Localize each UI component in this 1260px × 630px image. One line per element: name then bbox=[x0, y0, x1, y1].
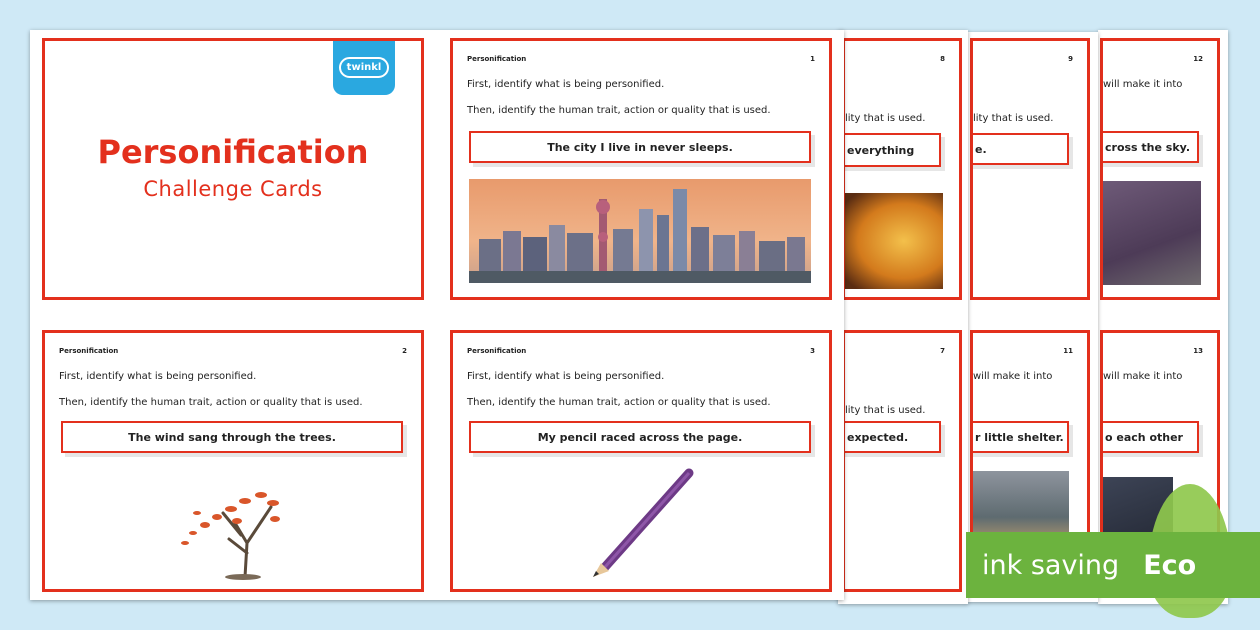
card-instruction: will make it into bbox=[1103, 371, 1183, 382]
city-skyline-image bbox=[469, 179, 811, 283]
cover-card bbox=[42, 38, 424, 300]
card-image-fire bbox=[845, 193, 943, 289]
card-sentence: expected. bbox=[842, 421, 941, 453]
card-instruction: will make it into bbox=[973, 371, 1053, 382]
back-page-2 bbox=[966, 32, 1098, 602]
cover-subtitle: Challenge Cards bbox=[143, 177, 323, 201]
card-number: 1 bbox=[810, 55, 815, 63]
badge-eco-label: Eco bbox=[1143, 549, 1197, 581]
card-12 bbox=[1100, 38, 1220, 300]
card-7 bbox=[842, 330, 962, 592]
card-instruction: lity that is used. bbox=[845, 405, 926, 416]
logo-text: twinkl bbox=[339, 57, 390, 78]
card-number: 8 bbox=[940, 55, 945, 63]
card-number: 9 bbox=[1068, 55, 1073, 63]
badge-text: ink saving bbox=[982, 549, 1120, 581]
card-sentence: cross the sky. bbox=[1100, 131, 1199, 163]
card-number: 2 bbox=[402, 347, 407, 355]
card-label: Personification bbox=[467, 55, 527, 63]
card-label: Personification bbox=[467, 347, 527, 355]
front-page bbox=[30, 30, 844, 600]
card-sentence: everything bbox=[842, 133, 941, 167]
card-image-shelter bbox=[973, 471, 1069, 537]
card-2 bbox=[42, 330, 424, 592]
instruction-line-2: Then, identify the human trait, action or quality that is used. bbox=[467, 105, 771, 116]
card-header bbox=[59, 347, 407, 355]
card-header bbox=[467, 55, 815, 63]
card-9 bbox=[970, 38, 1090, 300]
card-sentence: r little shelter. bbox=[970, 421, 1069, 453]
card-sentence: The city I live in never sleeps. bbox=[469, 131, 811, 163]
card-instruction: will make it into bbox=[1103, 79, 1183, 90]
back-page-1 bbox=[838, 30, 968, 604]
card-instruction: lity that is used. bbox=[845, 113, 926, 124]
pencil-image bbox=[583, 465, 703, 581]
twinkl-logo bbox=[333, 39, 395, 95]
card-number: 11 bbox=[1063, 347, 1073, 355]
instruction-line-2: Then, identify the human trait, action or quality that is used. bbox=[59, 397, 363, 408]
card-number: 3 bbox=[810, 347, 815, 355]
instruction-line-1: First, identify what is being personified. bbox=[467, 371, 665, 382]
card-instruction: lity that is used. bbox=[973, 113, 1054, 124]
instruction-line-1: First, identify what is being personified. bbox=[467, 79, 665, 90]
ink-saving-badge bbox=[966, 532, 1260, 598]
instruction-line-1: First, identify what is being personified. bbox=[59, 371, 257, 382]
card-number: 12 bbox=[1193, 55, 1203, 63]
card-image-sky bbox=[1103, 181, 1201, 285]
cover-title bbox=[45, 133, 421, 201]
card-number: 7 bbox=[940, 347, 945, 355]
card-8 bbox=[842, 38, 962, 300]
card-sentence: e. bbox=[970, 133, 1069, 165]
card-sentence: The wind sang through the trees. bbox=[61, 421, 403, 453]
windy-tree-image bbox=[175, 473, 295, 583]
card-header bbox=[467, 347, 815, 355]
card-sentence: o each other bbox=[1100, 421, 1199, 453]
card-label: Personification bbox=[59, 347, 119, 355]
card-sentence: My pencil raced across the page. bbox=[469, 421, 811, 453]
card-number: 13 bbox=[1193, 347, 1203, 355]
cover-title-main: Personification bbox=[97, 133, 369, 171]
instruction-line-2: Then, identify the human trait, action or quality that is used. bbox=[467, 397, 771, 408]
card-1 bbox=[450, 38, 832, 300]
card-3 bbox=[450, 330, 832, 592]
